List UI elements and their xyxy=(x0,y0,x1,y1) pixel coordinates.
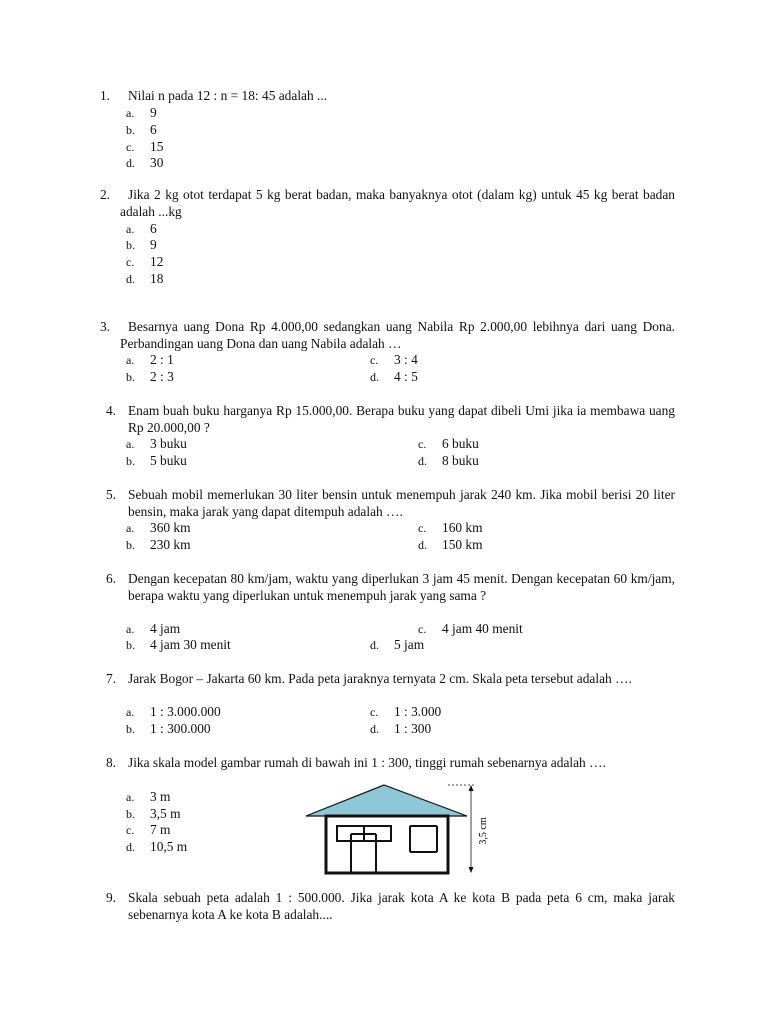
dimension-label: 3,5 cm xyxy=(478,817,489,845)
question-text: Skala sebuah peta adalah 1 : 500.000. Jika jarak kota A ke kota B pada peta 6 cm, maka jarak sebenarnya kota A ke kota B adalah.... xyxy=(128,890,675,922)
option-a: a. 2 : 1 xyxy=(126,352,174,367)
option-a: a. 360 km xyxy=(126,520,191,535)
option-d: d. 8 buku xyxy=(418,453,479,468)
option-c: c. 160 km xyxy=(418,520,483,535)
option-c: c. 7 m xyxy=(126,822,171,837)
house-roof xyxy=(306,785,467,816)
house-figure xyxy=(304,783,494,878)
option-b: b. 230 km xyxy=(126,537,191,552)
option-a: a. 9 xyxy=(126,105,157,120)
option-d: d. 4 : 5 xyxy=(370,369,418,384)
option-d: d. 10,5 m xyxy=(126,839,188,854)
option-b: b. 3,5 m xyxy=(126,806,181,821)
question-text: Jika 2 kg otot terdapat 5 kg berat badan, maka banyaknya otot (dalam kg) untuk 45 kg berat badan adalah ...kg xyxy=(120,187,675,219)
option-b: b. 5 buku xyxy=(126,453,187,468)
option-d: d. 150 km xyxy=(418,537,483,552)
question-number: 3. xyxy=(99,319,110,334)
question-number: 5. xyxy=(105,487,116,502)
option-d: d. 18 xyxy=(126,271,164,286)
option-d: d. 1 : 300 xyxy=(370,721,432,736)
option-c: c. 1 : 3.000 xyxy=(370,704,442,719)
option-a: a. 6 xyxy=(126,221,157,236)
question-text: Dengan kecepatan 80 km/jam, waktu yang diperlukan 3 jam 45 menit. Dengan kecepatan 60 km/jam, berapa waktu yang diperlukan untuk menempuh jarak yang sama ? xyxy=(128,571,675,603)
question-number: 7. xyxy=(105,671,116,686)
option-b: b. 2 : 3 xyxy=(126,369,174,384)
question-text: Nilai n pada 12 : n = 18: 45 adalah ... xyxy=(128,88,328,103)
question-number: 4. xyxy=(105,403,116,418)
question-text: Besarnya uang Dona Rp 4.000,00 sedangkan uang Nabila Rp 2.000,00 lebihnya dari uang Dona. Perbandingan uang Dona dan uang Nabila adalah … xyxy=(120,319,675,351)
option-b: b. 1 : 300.000 xyxy=(126,721,211,736)
question-number: 9. xyxy=(105,890,116,905)
option-c: c. 12 xyxy=(126,254,164,269)
question-text: Jarak Bogor – Jakarta 60 km. Pada peta jaraknya ternyata 2 cm. Skala peta tersebut adalah …. xyxy=(128,671,632,686)
house-wall xyxy=(326,816,448,873)
option-a: a. 3 buku xyxy=(126,436,187,451)
option-b: b. 4 jam 30 menit xyxy=(126,637,231,652)
question-number: 1. xyxy=(99,88,110,103)
option-c: c. 15 xyxy=(126,139,164,154)
question-text: Jika skala model gambar rumah di bawah ini 1 : 300, tinggi rumah sebenarnya adalah …. xyxy=(128,755,606,770)
question-text: Sebuah mobil memerlukan 30 liter bensin untuk menempuh jarak 240 km. Jika mobil berisi 20 liter bensin, maka jarak yang dapat ditempuh adalah …. xyxy=(128,487,675,519)
option-d: d. 5 jam xyxy=(370,637,425,652)
question-number: 6. xyxy=(105,571,116,586)
question-text: Enam buah buku harganya Rp 15.000,00. Berapa buku yang dapat dibeli Umi jika ia membawa uang Rp 20.000,00 ? xyxy=(128,403,675,435)
option-d: d. 30 xyxy=(126,155,164,170)
question-number: 2. xyxy=(99,187,110,202)
option-c: c. 4 jam 40 menit xyxy=(418,621,523,636)
option-a: a. 4 jam xyxy=(126,621,181,636)
option-a: a. 3 m xyxy=(126,789,171,804)
option-c: c. 3 : 4 xyxy=(370,352,418,367)
question-number: 8. xyxy=(105,755,116,770)
option-b: b. 9 xyxy=(126,237,157,252)
option-b: b. 6 xyxy=(126,122,157,137)
option-c: c. 6 buku xyxy=(418,436,479,451)
option-a: a. 1 : 3.000.000 xyxy=(126,704,221,719)
